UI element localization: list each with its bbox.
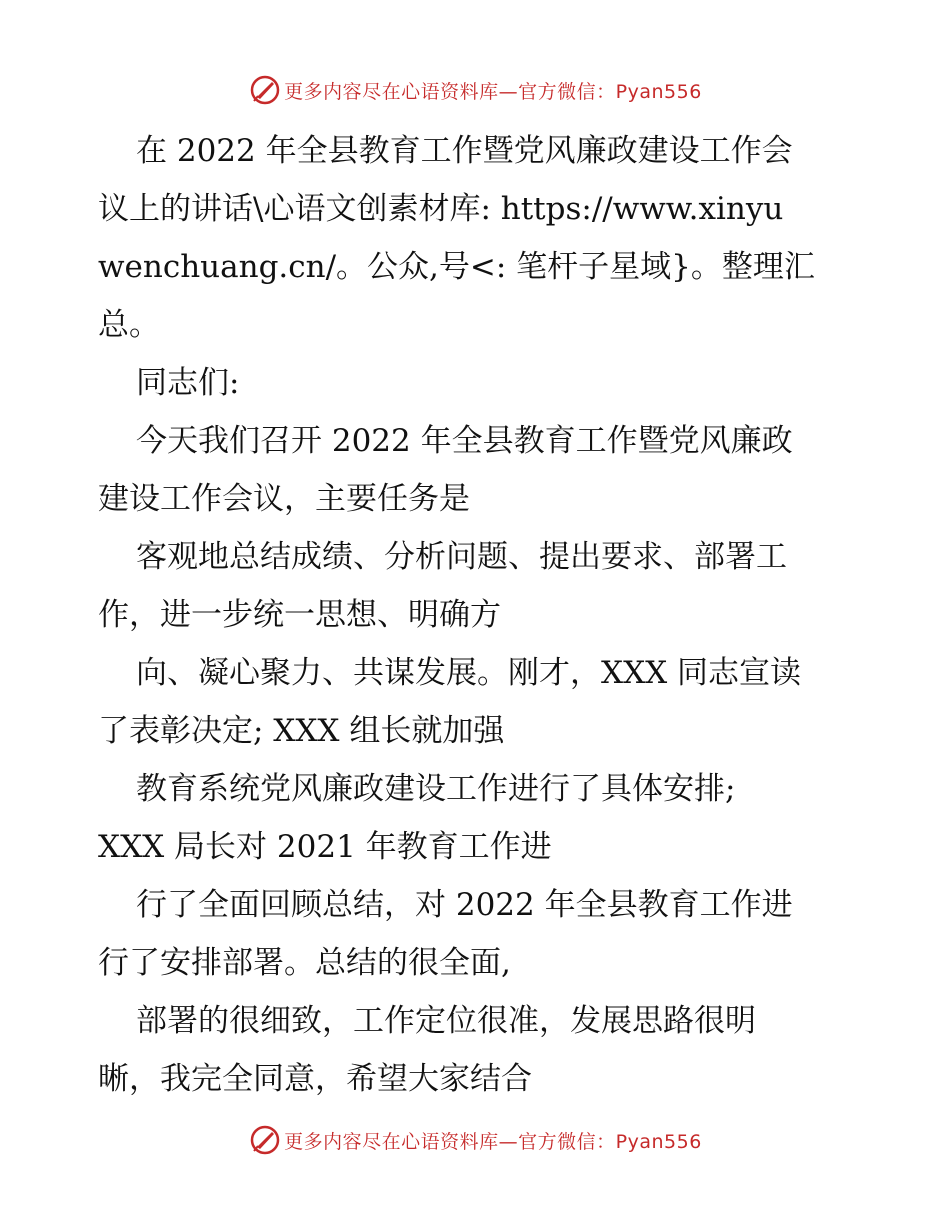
text-line: 教育系统党风廉政建设工作进行了具体安排; [136, 771, 736, 807]
paragraph-title [98, 122, 858, 354]
paragraph [98, 412, 858, 528]
text-line: 建设工作会议，主要任务是 [98, 481, 470, 517]
text-line: 部署的很细致，工作定位很准，发展思路很明 [136, 1003, 756, 1039]
watermark-text: 更多内容尽在心语资料库—官方微信：Pyan556 [284, 80, 702, 103]
text-line: 了表彰决定; XXX 组长就加强 [98, 713, 505, 749]
text-line: 行了全面回顾总结，对 2022 年全县教育工作进 [136, 887, 793, 923]
text-line: 议上的讲话\心语文创素材库: https://www.xinyu [98, 191, 784, 227]
text-line: 向、凝心聚力、共谋发展。刚才，XXX 同志宣读 [136, 655, 802, 691]
paragraph [98, 528, 858, 644]
watermark-text: 更多内容尽在心语资料库—官方微信：Pyan556 [284, 1130, 702, 1153]
watermark-header [0, 70, 950, 110]
quill-logo-icon [248, 73, 282, 107]
document-body [98, 122, 858, 1108]
paragraph [98, 876, 858, 992]
text-line: 总。 [98, 307, 160, 343]
text-line: 行了安排部署。总结的很全面, [98, 945, 511, 981]
text-line: 作，进一步统一思想、明确方 [98, 597, 501, 633]
text-line: 晰，我完全同意，希望大家结合 [98, 1061, 532, 1097]
text-line: XXX 局长对 2021 年教育工作进 [98, 829, 552, 865]
watermark-footer [0, 1120, 950, 1160]
paragraph-salutation [98, 354, 858, 412]
text-line: 在 2022 年全县教育工作暨党风廉政建设工作会 [136, 133, 793, 169]
paragraph [98, 760, 858, 876]
paragraph [98, 992, 858, 1108]
text-line: 同志们: [136, 365, 240, 401]
text-line: wenchuang.cn/。公众,号<: 笔杆子星域}。整理汇 [98, 249, 815, 285]
paragraph [98, 644, 858, 760]
text-line: 今天我们召开 2022 年全县教育工作暨党风廉政 [136, 423, 793, 459]
text-line: 客观地总结成绩、分析问题、提出要求、部署工 [136, 539, 787, 575]
quill-logo-icon [248, 1123, 282, 1157]
